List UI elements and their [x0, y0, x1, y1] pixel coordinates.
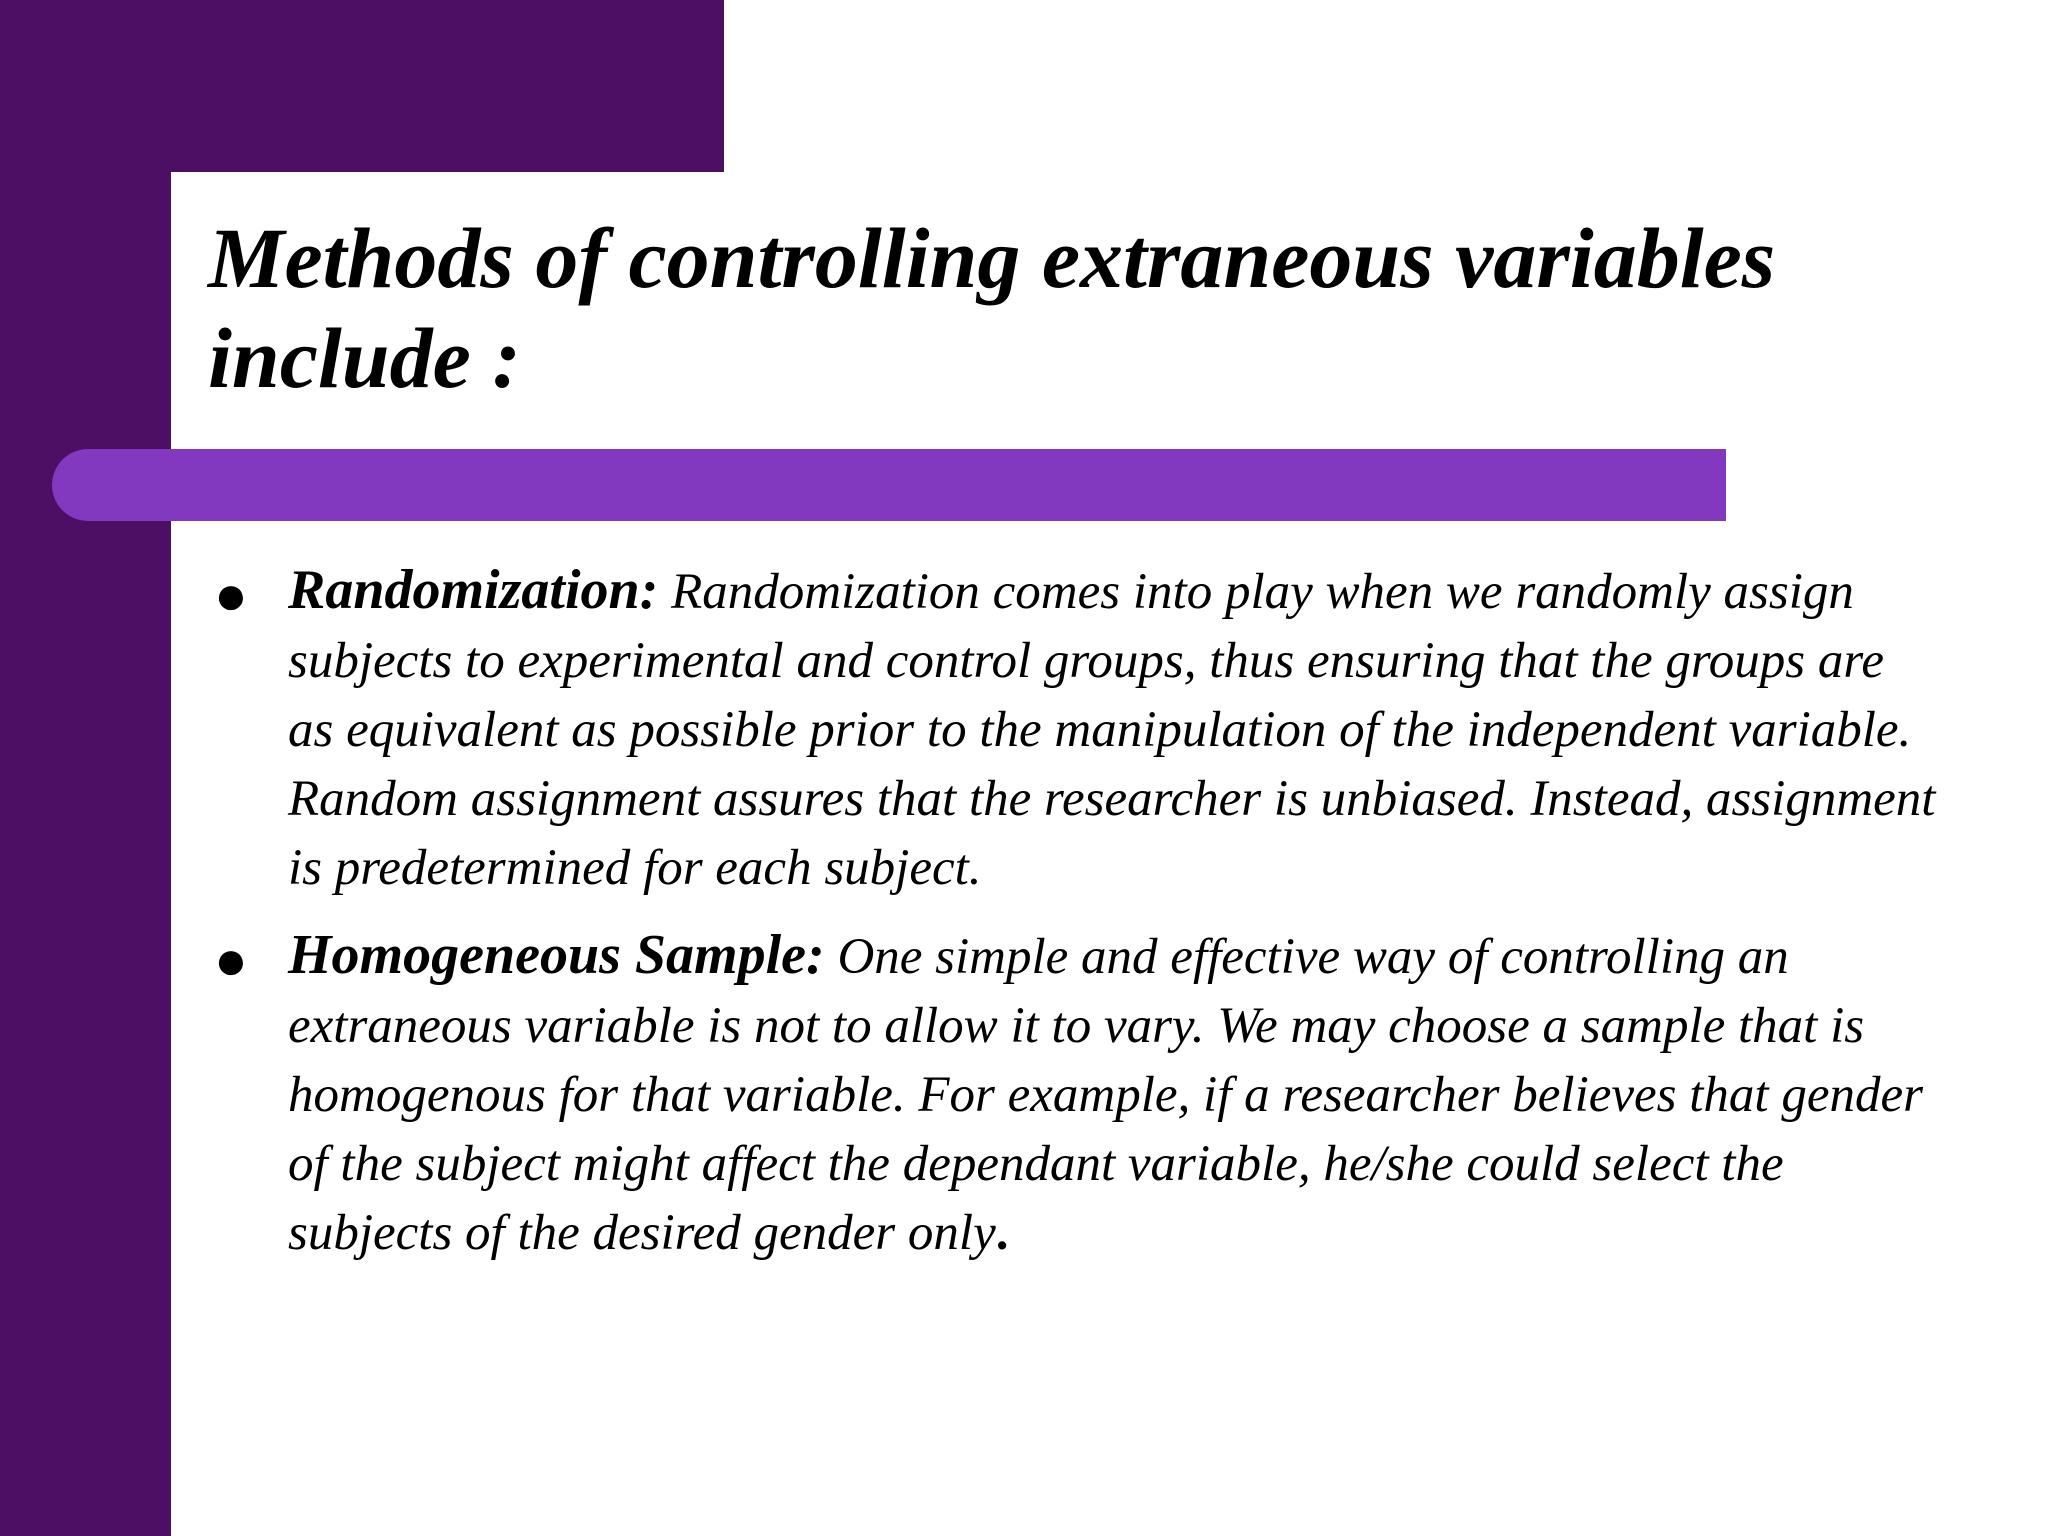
left-purple-bar: [0, 0, 171, 1536]
bullet-term: Homogeneous Sample:: [288, 924, 825, 986]
bullet-list: [208, 556, 1938, 1286]
bullet-item-randomization: [208, 556, 1938, 903]
bullet-final-period: .: [995, 1205, 1009, 1261]
bullet-dot-icon: ●: [214, 930, 248, 992]
top-purple-block: [0, 0, 724, 172]
slide-title: Methods of controlling extraneous variables include :: [208, 210, 1776, 406]
bullet-text: Randomization comes into play when we randomly assign subjects to experimental and control groups, thus ensuring that the groups are as equivalent as possible prior to the manipulation of the independent variable. Random assignment assures that the researcher is unbiased. Instead, assignment is predetermined for each subject.: [288, 564, 1936, 896]
bullet-item-homogeneous-sample: [208, 921, 1938, 1268]
bullet-term: Randomization:: [288, 559, 659, 621]
bullet-text: One simple and effective way of controlling an extraneous variable is not to allow it to vary. We may choose a sample that is homogenous for that variable. For example, if a researcher believes that gender of the subject might affect the dependant variable, he/she could select the subjects of the desired gender only: [288, 929, 1923, 1261]
accent-divider-bar: [52, 449, 1726, 521]
bullet-dot-icon: ●: [214, 565, 248, 627]
